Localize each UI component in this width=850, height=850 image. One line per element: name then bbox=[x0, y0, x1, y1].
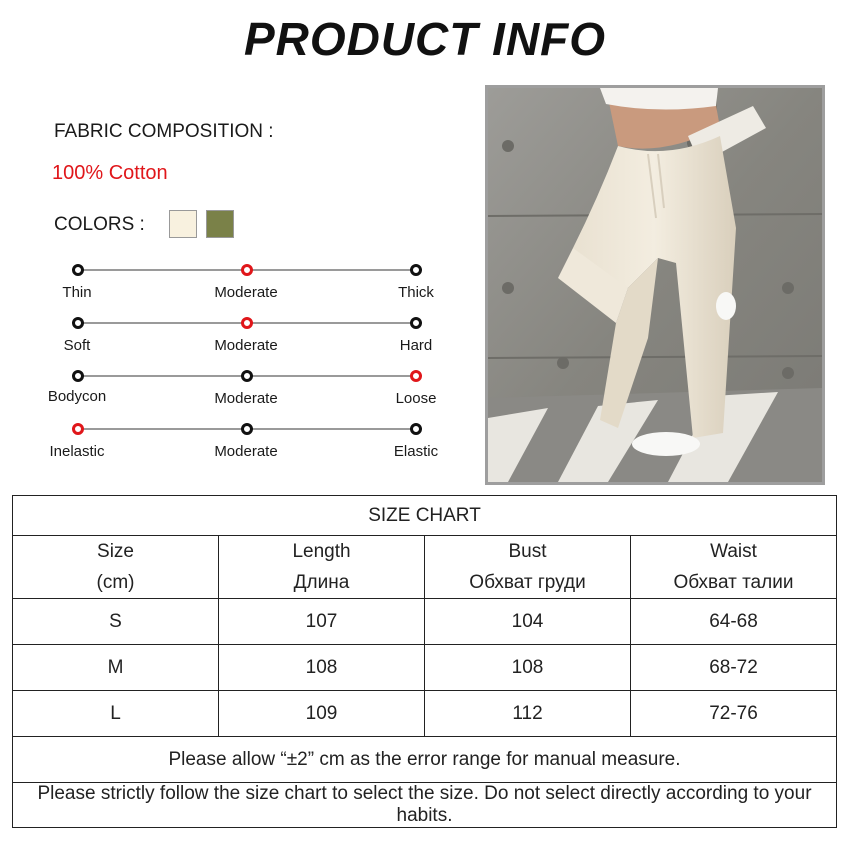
size-chart-title: SIZE CHART bbox=[13, 496, 837, 536]
scale-dot-middle bbox=[241, 317, 253, 329]
header-length: Length Длина bbox=[219, 536, 425, 599]
scale-dot-middle bbox=[241, 264, 253, 276]
scale-dot-right bbox=[410, 264, 422, 276]
product-photo-illustration bbox=[488, 88, 822, 482]
cell-size: L bbox=[13, 691, 219, 737]
table-row bbox=[13, 645, 837, 691]
cell-waist: 64-68 bbox=[631, 599, 837, 645]
scale-label-middle: Moderate bbox=[214, 337, 278, 354]
scale-label-left: Inelastic bbox=[49, 443, 105, 460]
scale-label-left: Bodycon bbox=[47, 388, 107, 405]
cell-size: M bbox=[13, 645, 219, 691]
cell-bust: 112 bbox=[425, 691, 631, 737]
cell-length: 108 bbox=[219, 645, 425, 691]
scale-label-left: Thin bbox=[62, 284, 92, 301]
scale-dot-right bbox=[410, 317, 422, 329]
scale-dot-middle bbox=[241, 423, 253, 435]
scale-label-right: Thick bbox=[398, 284, 434, 301]
scale-label-right: Loose bbox=[395, 390, 437, 407]
allowance-note: Please allow “±2” cm as the error range for manual measure. bbox=[13, 737, 837, 783]
scale-dot-left bbox=[72, 317, 84, 329]
follow-chart-note: Please strictly follow the size chart to select the size. Do not select directly according to your habits. bbox=[13, 783, 837, 828]
softness-scale bbox=[40, 315, 450, 365]
elasticity-scale bbox=[40, 421, 450, 471]
thickness-scale bbox=[40, 262, 450, 312]
size-chart-table bbox=[12, 495, 837, 828]
scale-label-right: Hard bbox=[399, 337, 433, 354]
fit-scale bbox=[40, 368, 450, 418]
scale-label-middle: Moderate bbox=[214, 284, 278, 301]
scale-dot-right bbox=[410, 423, 422, 435]
colors-label: COLORS : bbox=[54, 214, 145, 235]
cell-waist: 72-76 bbox=[631, 691, 837, 737]
cell-size: S bbox=[13, 599, 219, 645]
scale-label-right: Elastic bbox=[393, 443, 439, 460]
header-size: Size (cm) bbox=[13, 536, 219, 599]
color-swatch-olive[interactable] bbox=[206, 210, 234, 238]
scale-dot-left bbox=[72, 370, 84, 382]
product-photo bbox=[485, 85, 825, 485]
cell-bust: 104 bbox=[425, 599, 631, 645]
scale-label-left: Soft bbox=[63, 337, 91, 354]
header-bust: Bust Обхват груди bbox=[425, 536, 631, 599]
scale-dot-middle bbox=[241, 370, 253, 382]
scale-dot-right bbox=[410, 370, 422, 382]
cell-length: 109 bbox=[219, 691, 425, 737]
page-title: PRODUCT INFO bbox=[243, 13, 607, 65]
fabric-composition-label: FABRIC COMPOSITION : bbox=[54, 121, 274, 142]
scale-dot-left bbox=[72, 264, 84, 276]
cell-waist: 68-72 bbox=[631, 645, 837, 691]
fabric-composition-value: 100% Cotton bbox=[52, 162, 168, 184]
color-swatch-cream[interactable] bbox=[169, 210, 197, 238]
cell-bust: 108 bbox=[425, 645, 631, 691]
scale-label-middle: Moderate bbox=[214, 390, 278, 407]
cell-length: 107 bbox=[219, 599, 425, 645]
table-row bbox=[13, 691, 837, 737]
scale-dot-left bbox=[72, 423, 84, 435]
scale-label-middle: Moderate bbox=[214, 443, 278, 460]
header-waist: Waist Обхват талии bbox=[631, 536, 837, 599]
table-row bbox=[13, 599, 837, 645]
